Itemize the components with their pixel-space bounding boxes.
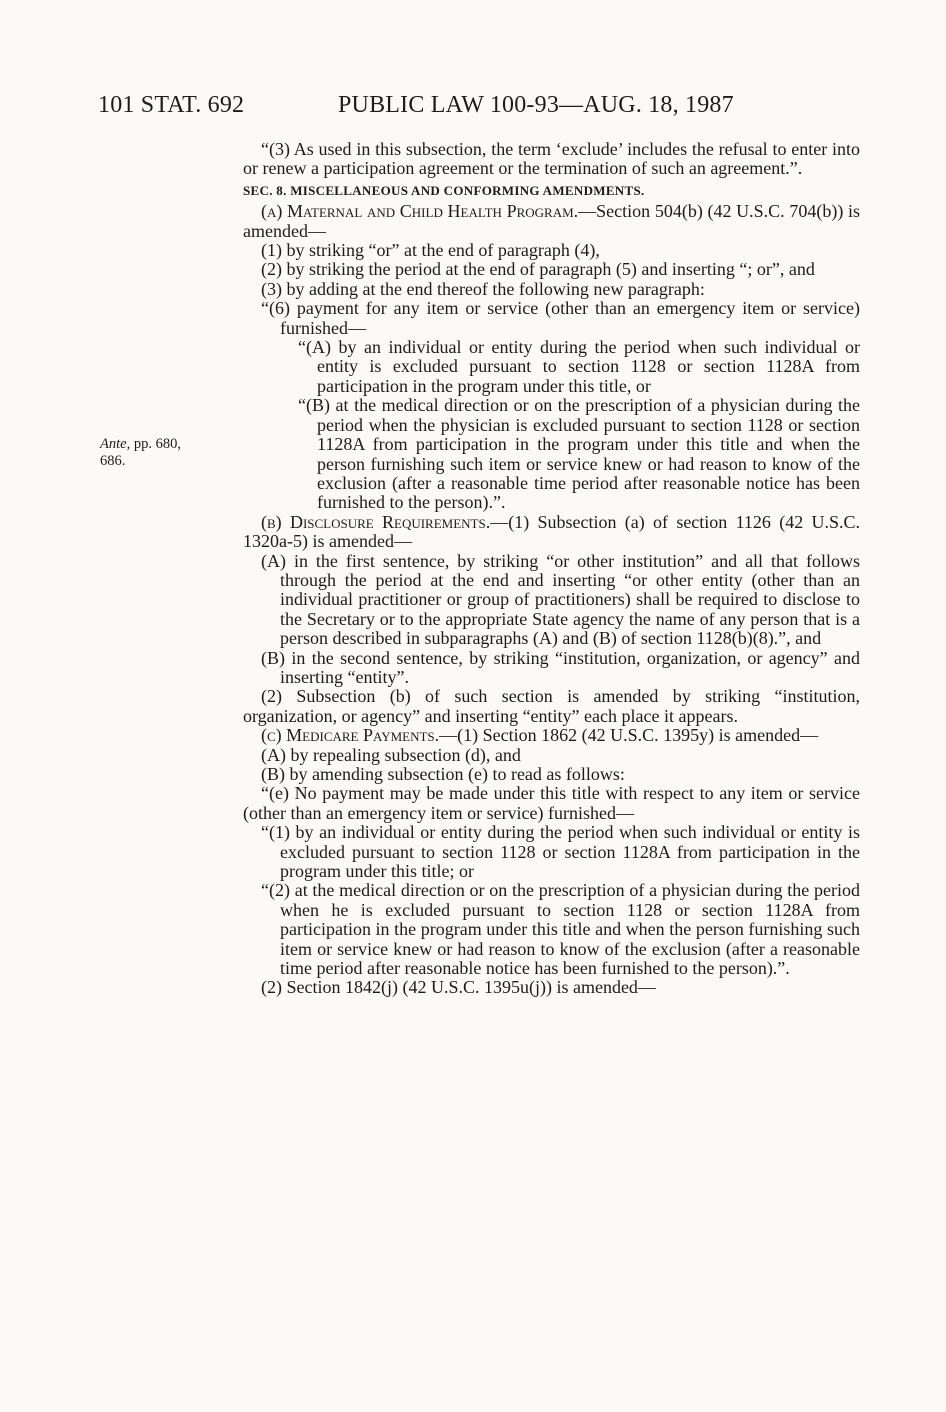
margin-ante: Ante, <box>100 436 131 452</box>
subsection-b-heading: (b) Disclosure Requirements. <box>261 511 491 532</box>
subsection-a-heading: (a) Maternal and Child Health Program. <box>261 201 579 222</box>
stat-page-number: 101 STAT. 692 <box>98 92 245 118</box>
clause-a6-A: “(A) by an individual or entity during the period when such individual or entity is excluded pursuant to section 1128 or section 1128A from participation in the program under this title, or <box>298 337 860 396</box>
margin-citation <box>100 436 181 470</box>
clause-c-e: “(e) No payment may be made under this title with respect to any item or service (other than an emergency item or service) furnished— <box>243 783 860 823</box>
clause-c-e-1: “(1) by an individual or entity during the period when such individual or entity is excluded pursuant to section 1128 or section 1128A from participation in the program under this title; or <box>261 822 860 882</box>
clause-a2: (2) by striking the period at the end of paragraph (5) and inserting “; or”, and <box>261 259 815 280</box>
clause-a6: “(6) payment for any item or service (other than an emergency item or service) furnished— <box>261 298 860 338</box>
subsection-a-text: —Section 504(b) (42 U.S.C. 704(b)) is amended— <box>243 201 860 241</box>
subsection-b-text: —(1) Subsection (a) of section 1126 (42 U.S.C. 1320a-5) is amended— <box>243 511 860 552</box>
clause-b-A: (A) in the first sentence, by striking “or other institution” and all that follows through the period at the end and inserting “or other entity (other than an individual practitioner or group of practitioners) shall be required to disclose to the Secretary or to the appropriate State agency the name of any person that is a person described in subparagraphs (A) and (B) of section 1128(b)(8).”, and <box>261 550 860 649</box>
clause-a1: (1) by striking “or” at the end of paragraph (4), <box>261 240 600 261</box>
margin-pages: pp. 680, <box>130 436 181 452</box>
clause-c-B: (B) by amending subsection (e) to read as follows: <box>261 764 625 784</box>
subsection-c-text: —(1) Section 1862 (42 U.S.C. 1395y) is amended— <box>439 725 819 746</box>
clause-c-A: (A) by repealing subsection (d), and <box>261 744 521 765</box>
subsection-c <box>243 726 860 745</box>
page-header <box>98 92 868 128</box>
law-title-date: PUBLIC LAW 100-93—AUG. 18, 1987 <box>338 92 734 118</box>
subsection-a <box>243 202 860 241</box>
subsection-b <box>243 513 860 552</box>
margin-pages-2: 686. <box>100 453 126 469</box>
clause-b2: (2) Subsection (b) of such section is amended by striking “institution, organization, or agency” and inserting “entity” each place it appears. <box>243 686 860 726</box>
clause-c-e-2: “(2) at the medical direction or on the prescription of a physician during the period when he is excluded pursuant to section 1128 or section 1128A from participation in the program under this title and when the person furnishing such item or service knew or had reason to know of the exclusion (after a reasonable time period after reasonable notice has been furnished to the person).”. <box>261 880 860 979</box>
section-8-heading: SEC. 8. MISCELLANEOUS AND CONFORMING AMENDMENTS. <box>243 182 645 198</box>
paragraph-exclude-definition: “(3) As used in this subsection, the term ‘exclude’ includes the refusal to enter into or renew a participation agreement or the termination of such an agreement.”. <box>243 139 860 179</box>
clause-a3: (3) by adding at the end thereof the following new paragraph: <box>261 278 705 299</box>
clause-c2: (2) Section 1842(j) (42 U.S.C. 1395u(j)) is amended— <box>261 977 656 998</box>
statute-body <box>243 140 860 998</box>
subsection-c-heading: (c) Medicare Payments. <box>261 725 440 746</box>
clause-a6-B: “(B) at the medical direction or on the prescription of a physician during the period when the physician is excluded pursuant to section 1128 or section 1128A from participation in the program under this title and when the person furnishing such item or service knew or had reason to know of the exclusion (after a reasonable time period after reasonable notice has been furnished to the person).”. <box>298 395 860 513</box>
clause-b-B: (B) in the second sentence, by striking “institution, organization, or agency” and inserting “entity”. <box>261 647 860 687</box>
